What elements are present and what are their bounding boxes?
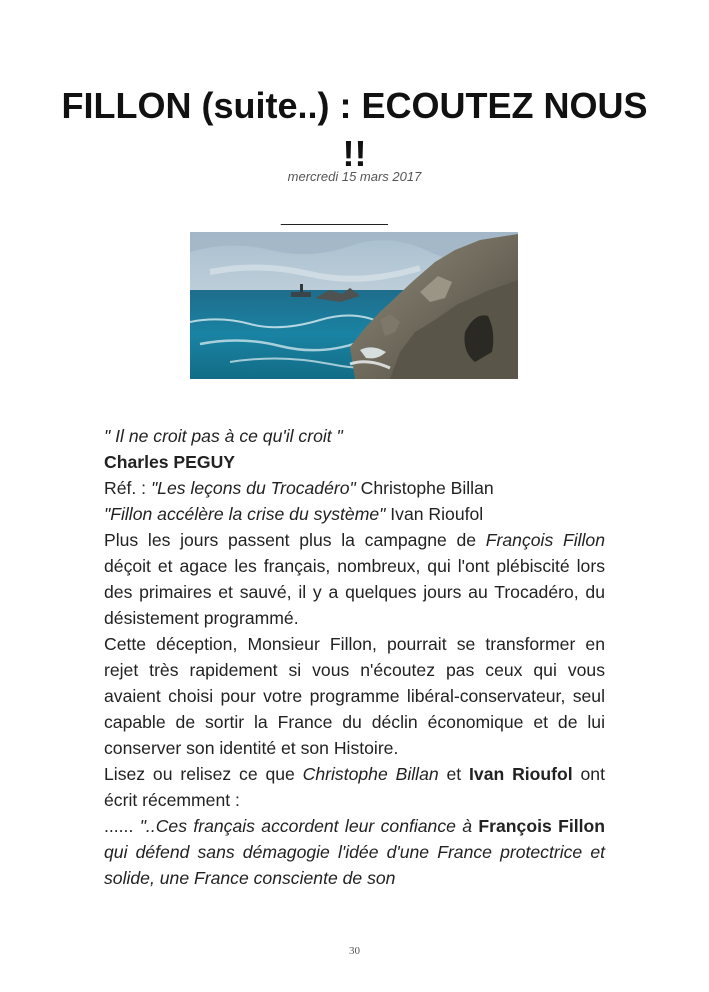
paragraph-1-text-a: Plus les jours passent plus la campagne de [104, 530, 486, 550]
reference-title-1: "Les leçons du Trocadéro" [150, 478, 356, 498]
article-date: mercredi 15 mars 2017 [287, 169, 422, 184]
paragraph-3-text-b: et [438, 764, 470, 784]
paragraph-4-ellipsis: ...... [104, 816, 140, 836]
paragraph-1 [104, 527, 605, 631]
paragraph-1-name: François Fillon [485, 530, 605, 550]
article-title: FILLON (suite..) : ECOUTEZ NOUS !! [61, 85, 648, 174]
page-number: 30 [349, 945, 360, 957]
reference-author-2: Ivan Rioufol [385, 504, 484, 524]
reference-line-1 [104, 475, 605, 501]
reference-prefix: Réf. : [104, 478, 151, 498]
paragraph-1-text-b: déçoit et agace les français, nombreux, qui l'ont plébiscité lors des primaires et sauvé, il y a quelques jours au Trocadéro, du désistement programmé. [104, 556, 605, 628]
paragraph-4-quote-a: "..Ces français accordent leur confiance à [139, 816, 479, 836]
paragraph-4-name: François Fillon [478, 816, 606, 836]
coastal-cliffs-photo [190, 232, 518, 379]
paragraph-3-name-2: Ivan Rioufol [469, 764, 573, 784]
separator-line: ____________ [281, 209, 388, 226]
epigraph-author: Charles PEGUY [104, 452, 236, 472]
paragraph-3-text-a: Lisez ou relisez ce que [104, 764, 303, 784]
paragraph-2: Cette déception, Monsieur Fillon, pourrait se transformer en rejet très rapidement si vous n'écoutez pas ceux qui vous avaient choisi pour votre programme libéral-conservateur, seul capable de sortir la France du déclin économique et de lui conserver son identité et son Histoire. [104, 634, 605, 758]
article-body [104, 423, 605, 891]
paragraph-3 [104, 761, 605, 813]
paragraph-3-name-1: Christophe Billan [302, 764, 439, 784]
reference-author-1: Christophe Billan [355, 478, 494, 498]
reference-title-2: "Fillon accélère la crise du système" [104, 504, 386, 524]
paragraph-3-text-c: ont écrit récemment : [104, 764, 605, 810]
epigraph-quote: " Il ne croit pas à ce qu'il croit " [104, 426, 343, 446]
paragraph-4-quote-b: qui défend sans démagogie l'idée d'une France protectrice et solide, une France consciente de son [104, 842, 605, 888]
reference-line-2 [104, 501, 605, 527]
paragraph-4 [104, 813, 605, 891]
